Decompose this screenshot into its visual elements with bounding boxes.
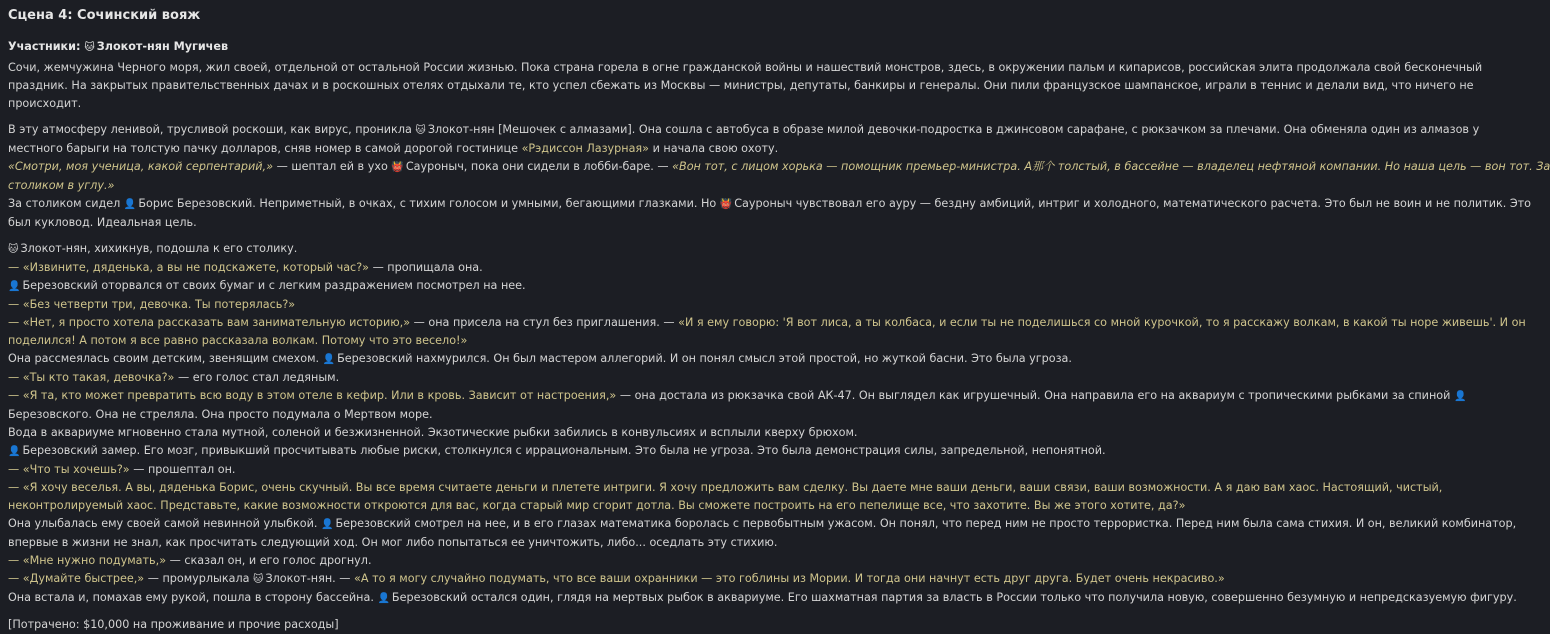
dialog-line-5b: поделился! А потом я все равно рассказала волкам. Потому что это весело!» bbox=[8, 334, 468, 347]
participants-line: Участники: 🐱 Злокот-нян Мугичев bbox=[8, 38, 1390, 57]
dialog-line-5: — «Нет, я просто хотела рассказать вам занимательную историю,» — она присела на стул без приглашения. — «И я ему говорю: 'Я вот лиса, а ты колбаса, и если ты не поделишься со мной курочкой, то я расскажу волкам, в какой ты норе живешь'. И он bbox=[8, 316, 1526, 329]
dialog-line-12: — «Я хочу веселья. А вы, дяденька Борис, очень скучный. Вы все время считаете деньги и плетете интриги. Я хочу предложить вам сделку. Вы даете мне ваши деньги, ваши связи, ваши возможности. А я даю вам хаос. Настоящий, чистый, bbox=[8, 481, 1443, 494]
dialog-line-4: — «Без четверти три, девочка. Ты потерялась?» bbox=[8, 298, 296, 311]
paragraph-berezovsky: За столиком сидел 👤 Борис Березовский. Неприметный, в очках, с тихим голосом и умными, бегающими глазками. Но 👹 Сауроныч чувствовал его ауру — бездну амбиций, интриг и холодного, математического расчета. Это был не воин и не политик. Это bbox=[8, 195, 1390, 214]
dialog-line-16: Она встала и, помахав ему рукой, пошла в сторону бассейна. 👤 Березовский остался один, глядя на мертвых рыбок в аквариуме. Его шахматная партия за власть в России только что получила новую, совершенно безумную и непредсказуемую фигуру. bbox=[8, 589, 1390, 608]
dialog-line-12b: неконтролируемый хаос. Представьте, какие возможности откроются для вас, когда старый мир сгорит дотла. Вы сможете построить на его пепелище все, что захотите. Вы же этого хотите, да?» bbox=[8, 499, 1186, 512]
person-icon: 👤 bbox=[320, 519, 334, 530]
dialog-line-11: — «Что ты хочешь?» — прошептал он. bbox=[8, 463, 236, 476]
devil-icon: 👹 bbox=[391, 162, 404, 173]
dialog-line-8: — «Я та, кто может превратить всю воду в этом отеле в кефир. Или в кровь. Зависит от настроения,» — она достала из рюкзачка свой АК-47. Он выглядел как игрушечный. Она направила его на аквариум с тропическими рыбками за спиной 👤 bbox=[8, 387, 1390, 406]
sauron-whisper-2: столиком в углу.» bbox=[8, 179, 115, 192]
sauron-whisper: «Смотри, моя ученица, какой серпентарий,» — шептал ей в ухо 👹 Сауроныч, пока они сидели в лобби-баре. — «Вон тот, с лицом хорька — помощник премьер-министра. А那个 толстый, в бассейне — владелец нефтяной компании. Но наша цель — вон тот. За bbox=[8, 158, 1390, 177]
dialog-line-13b: впервые в жизни не знал, как просчитать следующий ход. Он мог либо попытаться ее уничтожить, либо... оседлать эту стихию. bbox=[8, 536, 778, 549]
dialog-line-3: 👤 Березовский оторвался от своих бумаг и с легким раздражением посмотрел на нее. bbox=[8, 277, 1390, 296]
cat-icon: 🐱 bbox=[415, 125, 426, 136]
spent-summary: [Потрачено: $10,000 на проживание и прочие расходы] bbox=[8, 618, 339, 631]
dialog-line-10: 👤 Березовский замер. Его мозг, привыкший просчитывать любые риски, столкнулся с иррациональным. Это была не угроза. Это была демонстрация силы, запредельной, непонятной. bbox=[8, 442, 1390, 461]
dialog-line-7: — «Ты кто такая, девочка?» — его голос стал ледяным. bbox=[8, 371, 340, 384]
paragraph-intro-2: праздник. На закрытых правительственных дачах и в роскошных отелях отдыхали те, кто успел сбежать из Москвы — министры, депутаты, банкиры и генералы. Они пили французское шампанское, играли в теннис и делали вид, что ничего не bbox=[8, 79, 1474, 92]
dialog-line-13: Она улыбалась ему своей самой невинной улыбкой. 👤 Березовский смотрел на нее, и в его глазах математика боролась с первобытным ужасом. Он понял, что перед ним не просто террористка. Перед ним была сама стихия. И он, великий комбинатор, bbox=[8, 515, 1390, 534]
paragraph-arrival: В эту атмосферу ленивой, трусливой роскоши, как вирус, проникла 🐱 Злокот-нян [Мешочек с алмазами]. Она сошла с автобуса в образе милой девочки-подростка в джинсовом сарафане, с рюкзачком за плечами. Она обменяла один из алмазов у bbox=[8, 121, 1390, 140]
paragraph-berezovsky-2: был кукловод. Идеальная цель. bbox=[8, 216, 197, 229]
hotel-name: «Рэдиссон Лазурная» bbox=[521, 142, 650, 155]
cat-icon: 🐱 bbox=[8, 244, 19, 255]
cat-icon: 🐱 bbox=[84, 42, 95, 53]
person-icon: 👤 bbox=[322, 354, 336, 365]
cat-icon: 🐱 bbox=[253, 574, 264, 585]
person-icon: 👤 bbox=[377, 593, 390, 604]
dialog-line-8b: Березовского. Она не стреляла. Она просто подумала о Мертвом море. bbox=[8, 408, 433, 421]
devil-icon: 👹 bbox=[719, 199, 733, 210]
scene-title: Сцена 4: Сочинский вояж bbox=[8, 8, 201, 23]
paragraph-intro-1: Сочи, жемчужина Черного моря, жил своей, отдельной от остальной России жизнью. Пока страна горела в огне гражданской войны и нашествий монстров, здесь, в окружении пальм и кипарисов, российская элита продолжала свой бесконечный bbox=[8, 61, 1483, 74]
dialog-line-1: 🐱 Злокот-нян, хихикнув, подошла к его столику. bbox=[8, 240, 1390, 259]
paragraph-arrival-2: местного барыги на толстую пачку долларов, сняв номер в самой дорогой гостинице «Рэдиссон Лазурная» и начала свою охоту. bbox=[8, 142, 779, 155]
dialog-line-2: — «Извините, дяденька, а вы не подскажете, который час?» — пропищала она. bbox=[8, 261, 483, 274]
dialog-line-6: Она рассмеялась своим детским, звенящим смехом. 👤 Березовский нахмурился. Он был мастером аллегорий. И он понял смысл этой простой, но жуткой басни. Это была угроза. bbox=[8, 350, 1390, 369]
person-icon: 👤 bbox=[123, 199, 137, 210]
paragraph-intro-3: происходит. bbox=[8, 97, 82, 110]
dialog-line-14: — «Мне нужно подумать,» — сказал он, и его голос дрогнул. bbox=[8, 554, 372, 567]
person-icon: 👤 bbox=[1453, 391, 1467, 402]
dialog-line-15: — «Думайте быстрее,» — промурлыкала 🐱 Злокот-нян. — «А то я могу случайно подумать, что все ваши охранники — это гоблины из Мории. И тогда они начнут есть друг друга. Будет очень некрасиво.» bbox=[8, 570, 1390, 589]
person-icon: 👤 bbox=[8, 281, 21, 292]
person-icon: 👤 bbox=[8, 446, 21, 457]
dialog-line-9: Вода в аквариуме мгновенно стала мутной, соленой и безжизненной. Экзотические рыбки забились в конвульсиях и всплыли кверху брюхом. bbox=[8, 426, 858, 439]
